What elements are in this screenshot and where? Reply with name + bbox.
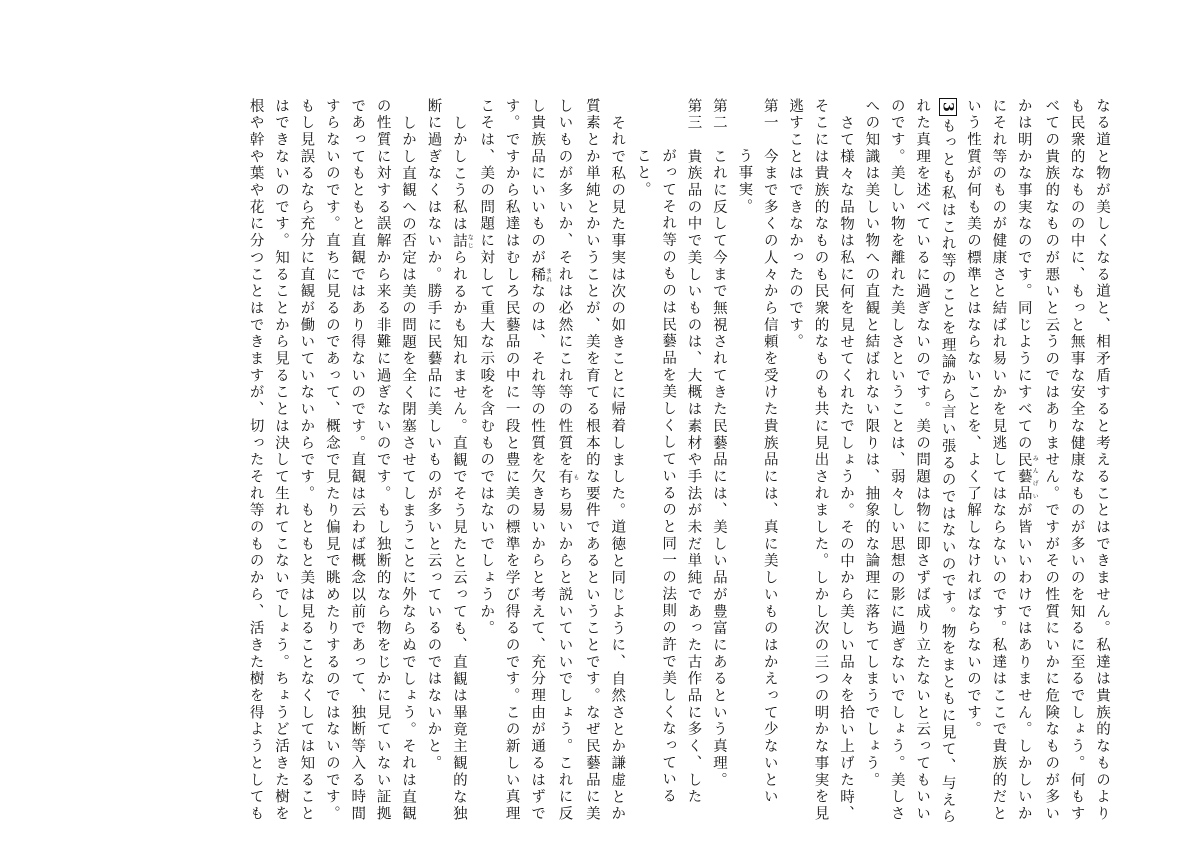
text-line-22: しいものが多いか、それは必然にこれ等の性質を有 もち易いからと説いていいでしょう。これに反 (556, 98, 579, 823)
text-line-24: す。ですから私達はむしろ民藝品の中に一段と豊に美の標準を学び得るのです。この新しい真理 (503, 98, 520, 823)
list-item-3-line-a: 第三 貴族品の中で美しいものは、大概は素材や手法が未だ単純であった古作品に多く、した (685, 98, 702, 806)
vertical-text-page (242, 98, 1114, 826)
text-line-1: なる道と物が美しくなる道と、相矛盾すると考えることはできません。私達は貴族的なものより (1094, 98, 1110, 823)
text-line-9: のです。美しい物を離れた美しさということは、弱々しい思想の影に過ぎないでしょう。美しさ (888, 98, 905, 823)
text-line-11: さて様々な品物は私に何を見せてくれたでしょうか。その中から美しい品々を拾い上げた時、 (837, 114, 854, 823)
text-line-29: の性質に対する誤解から来る非難に過ぎないのです。もし独断的なら物をじかに見ていない証拠 (374, 98, 391, 823)
section-marker: 3 (939, 98, 957, 116)
list-item-3-line-c: こと。 (634, 148, 651, 199)
text-line-6: いう性質が何も美の標準とはならないことを、よく了解しなければならないのです。 (964, 98, 981, 739)
section-3-line (934, 98, 959, 826)
text-line-5: にそれ等のものが健康さと結ばれ易いかを見逃してはならないのです。私達はここで貴族的だと (990, 98, 1007, 823)
list-item-1-line-a: 第一 今まで多くの人々から信頼を受けた貴族品には、真に美しいものはかえって少ないとい (761, 98, 778, 806)
text-line-32: もし見誤るなら充分に直観が働いていないからです。もともと美は見ることなくしては知ること (298, 98, 315, 823)
furigana-mare: 稀 まれ (529, 266, 552, 284)
text-line-30: であってもともと直観ではあり得ないのです。直観は云わば概念以前であって、独断等入る時間 (349, 98, 366, 823)
furigana-nazi: 詰 なじ (450, 232, 474, 250)
furigana-mo: 有 も (556, 468, 579, 486)
furigana-mingei: 民藝品 みんげい (1015, 451, 1039, 503)
text-line-7: もっとも私はこれ等のことを理論から言い張るのではないのです。物をまともに見て、与えら (939, 118, 956, 826)
text-line-12: そこには貴族的なものも民衆的なものも共に見出されました。しかし次の三つの明かな事実を見 (812, 98, 829, 823)
text-line-26: しかしこう私は詰 なじられるかも知れません。直観でそう見たと云っても、直観は畢竟主観的な独 (450, 114, 474, 823)
text-line-33: はできないのです。知ることから見ることは決して生れてこないでしょう。ちょうど活きた樹を (273, 98, 289, 823)
list-item-1-line-b: う事実。 (736, 148, 753, 216)
text-line-27: 断に過ぎなくはないか。勝手に民藝品に美しいものが多いと云っているのではないかと。 (425, 98, 442, 772)
text-line-21: 質素とか単純とかいうことが、美を育てる根本的な要件であるということです。なぜ民藝品に美 (583, 98, 600, 823)
text-line-8: れた真理を述べているに過ぎないのです。美の問題は物に即さずば成り立たないと云ってもいい (914, 98, 931, 823)
text-line-10: への知識は美しい物への直観と結ばれない限りは、抽象的な論理に落ちてしまうでしょう。 (863, 98, 880, 789)
text-line-4: かは明かな事実なのです。同じようにすべての民藝品 みんげいが皆いいわけではありません。しかしいか (1015, 98, 1039, 823)
list-item-2: 第二 これに反して今まで無視されてきた民藝品には、美しい品が豊富にあるという真理。 (710, 98, 727, 789)
text-line-34: 根や幹や葉や花に分つことはできますが、切ったそれ等のものから、活きた樹を得ようとしても (247, 98, 264, 823)
text-line-31: すらないのです。直ちに見るのであって、概念で見たり偏見で眺めたりするのではないのです。 (323, 98, 340, 823)
text-line-2: も民衆的なものの中に、もっと無事な安全な健康なものが多いのを知るに至るでしょう。何もす (1068, 98, 1085, 823)
text-line-3: べての貴族的なものが悪いと云うのではありません。ですがその性質にいかに危険なものが多い (1043, 98, 1060, 823)
text-line-28: しかし直観への否定は美の問題を全く閉塞させてしまうことに外ならぬでしょう。それは直観 (400, 114, 417, 823)
text-line-20: それで私の見た事実は次の如きことに帰着しました。道徳と同じように、自然さとか謙虚とか (609, 114, 626, 823)
text-line-13: 逃すことはできなかったのです。 (787, 98, 804, 351)
text-line-23: し貴族品にいいものが稀 まれなのは、それ等の性質を欠き易いからと考えて、充分理由が通るはずで (529, 98, 552, 823)
text-line-25: こそは、美の問題に対して重大な示唆を含むものではないでしょうか。 (478, 98, 495, 638)
list-item-3-line-b: がってそれ等のものは民藝品を美しくしているのと同一の法則の許で美しくなっている (660, 148, 677, 806)
